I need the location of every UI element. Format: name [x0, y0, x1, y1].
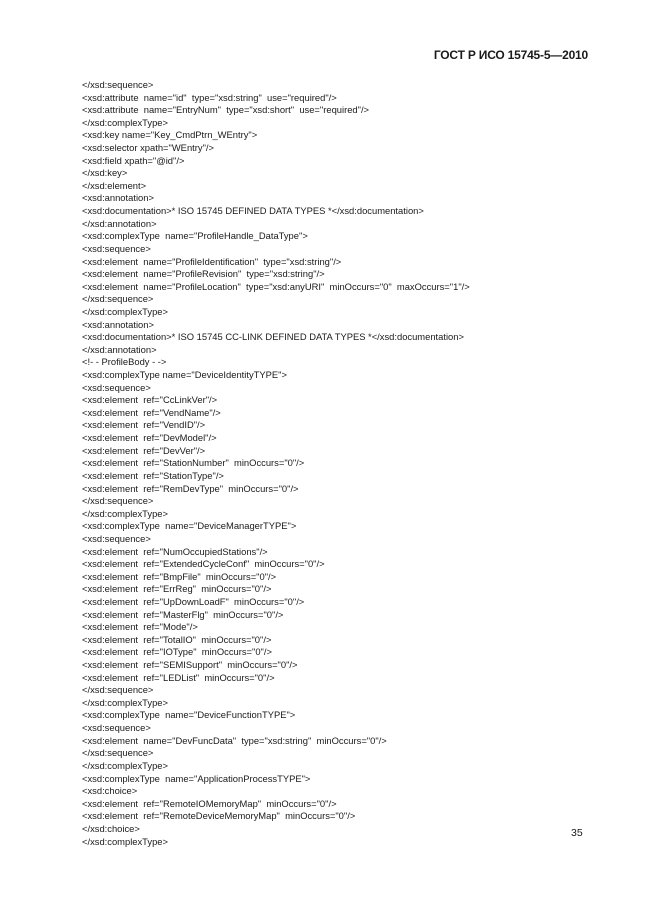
- code-line: <xsd:element name="DevFuncData" type="xsd:string" minOccurs="0"/>: [82, 734, 387, 746]
- code-line: <xsd:element ref="VendName"/>: [82, 406, 221, 418]
- code-line: <xsd:element ref="RemoteDeviceMemoryMap" minOccurs="0"/>: [82, 810, 356, 822]
- code-line: <xsd:sequence>: [82, 722, 151, 734]
- code-line: <xsd:element ref="CcLinkVer"/>: [82, 394, 218, 406]
- code-line: <xsd:field xpath="@id"/>: [82, 154, 185, 166]
- code-line: </xsd:sequence>: [82, 495, 154, 507]
- code-line: <xsd:element ref="ExtendedCycleConf" minOccurs="0"/>: [82, 558, 325, 570]
- code-line: <xsd:documentation>* ISO 15745 CC-LINK DEFINED DATA TYPES *</xsd:documentation>: [82, 331, 464, 343]
- code-line: <xsd:element ref="NumOccupiedStations"/>: [82, 545, 268, 557]
- code-line: <xsd:sequence>: [82, 242, 151, 254]
- code-line: <xsd:complexType name="DeviceIdentityTYPE">: [82, 369, 287, 381]
- code-line: <xsd:element ref="Mode"/>: [82, 621, 198, 633]
- code-line: <xsd:element ref="ErrReg" minOccurs="0"/>: [82, 583, 272, 595]
- code-line: <xsd:element name="ProfileLocation" type="xsd:anyURI" minOccurs="0" maxOccurs="1"/>: [82, 280, 470, 292]
- code-line: </xsd:sequence>: [82, 747, 154, 759]
- code-line: <xsd:attribute name="id" type="xsd:string" use="required"/>: [82, 91, 337, 103]
- code-line: <xsd:sequence>: [82, 532, 151, 544]
- code-line: <xsd:element ref="UpDownLoadF" minOccurs="0"/>: [82, 595, 305, 607]
- standard-header: ГОСТ Р ИСО 15745-5—2010: [433, 48, 588, 62]
- code-line: </xsd:key>: [82, 167, 128, 179]
- code-line: <xsd:annotation>: [82, 318, 154, 330]
- code-line: <xsd:element ref="StationType"/>: [82, 469, 224, 481]
- code-line: </xsd:annotation>: [82, 217, 157, 229]
- code-line: <xsd:complexType name="ApplicationProcessTYPE">: [82, 772, 311, 784]
- code-line: <xsd:sequence>: [82, 381, 151, 393]
- code-line: <xsd:element ref="SEMISupport" minOccurs="0"/>: [82, 659, 298, 671]
- code-line: <xsd:element name="ProfileIdentification" type="xsd:string"/>: [82, 255, 342, 267]
- code-line: </xsd:sequence>: [82, 684, 154, 696]
- code-line: <xsd:element ref="BmpFile" minOccurs="0"/>: [82, 570, 277, 582]
- code-line: <xsd:element ref="LEDList" minOccurs="0"/>: [82, 671, 275, 683]
- xsd-code-listing: [82, 79, 602, 848]
- code-line: <xsd:attribute name="EntryNum" type="xsd:short" use="required"/>: [82, 104, 370, 116]
- code-line: <xsd:selector xpath="WEntry"/>: [82, 142, 214, 154]
- code-line: <xsd:element ref="IOType" minOccurs="0"/>: [82, 646, 272, 658]
- code-line: <xsd:element ref="StationNumber" minOccurs="0"/>: [82, 457, 305, 469]
- code-line: <xsd:complexType name="DeviceManagerTYPE">: [82, 520, 297, 532]
- code-line: <xsd:key name="Key_CmdPtrn_WEntry">: [82, 129, 258, 141]
- code-line: </xsd:annotation>: [82, 343, 157, 355]
- page-number: 35: [571, 827, 583, 839]
- code-line: </xsd:sequence>: [82, 79, 154, 90]
- code-line: </xsd:complexType>: [82, 116, 168, 128]
- code-line: <xsd:choice>: [82, 785, 138, 797]
- code-line: <xsd:complexType name="DeviceFunctionTYPE">: [82, 709, 296, 721]
- code-line: </xsd:complexType>: [82, 696, 168, 708]
- code-line: </xsd:complexType>: [82, 305, 168, 317]
- code-line: <xsd:element ref="DevVer"/>: [82, 444, 206, 456]
- code-line: <xsd:element ref="RemDevType" minOccurs="0"/>: [82, 482, 299, 494]
- code-line: </xsd:complexType>: [82, 507, 168, 519]
- code-line: </xsd:element>: [82, 179, 147, 191]
- code-line: <xsd:annotation>: [82, 192, 154, 204]
- code-line: </xsd:sequence>: [82, 293, 154, 305]
- code-line: </xsd:choice>: [82, 822, 140, 834]
- code-line: <xsd:element ref="MasterFlg" minOccurs="0"/>: [82, 608, 284, 620]
- code-line: <xsd:element ref="VendID"/>: [82, 419, 206, 431]
- code-line: <xsd:documentation>* ISO 15745 DEFINED DATA TYPES *</xsd:documentation>: [82, 205, 424, 217]
- code-line: </xsd:complexType>: [82, 835, 168, 847]
- code-line: <xsd:element ref="RemoteIOMemoryMap" minOccurs="0"/>: [82, 797, 337, 809]
- code-line: <xsd:complexType name="ProfileHandle_DataType">: [82, 230, 308, 242]
- code-line: </xsd:complexType>: [82, 759, 168, 771]
- code-line: <xsd:element name="ProfileRevision" type="xsd:string"/>: [82, 268, 325, 280]
- code-line: <xsd:element ref="TotalIO" minOccurs="0"/>: [82, 633, 272, 645]
- code-line: <!- - ProfileBody - ->: [82, 356, 167, 368]
- code-line: <xsd:element ref="DevModel"/>: [82, 432, 217, 444]
